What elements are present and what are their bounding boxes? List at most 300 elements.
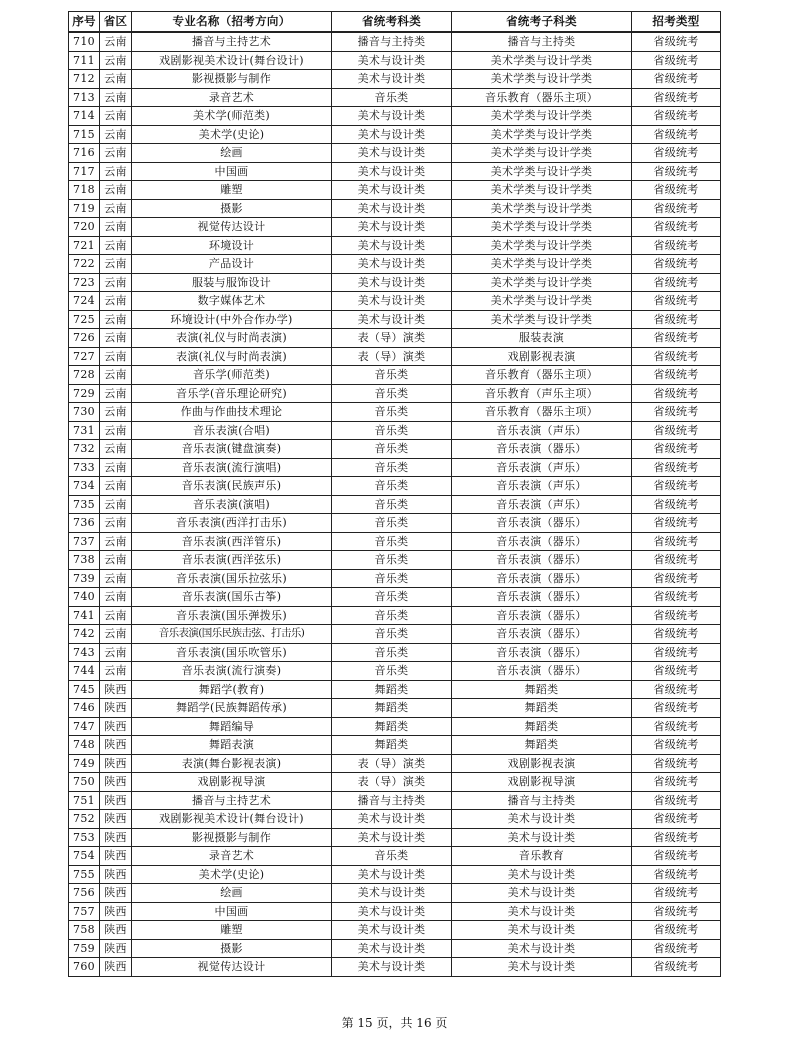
major-cell: 美术学(师范类) xyxy=(132,107,332,126)
exam-category-cell: 美术与设计类 xyxy=(332,865,452,884)
serial-cell: 744 xyxy=(69,662,100,681)
header-admission-type: 招考类型 xyxy=(632,12,721,33)
major-cell: 影视摄影与制作 xyxy=(132,70,332,89)
major-cell: 视觉传达设计 xyxy=(132,958,332,977)
table-row xyxy=(69,218,721,237)
exam-subcategory-cell: 舞蹈类 xyxy=(452,699,632,718)
exam-subcategory-cell: 戏剧影视表演 xyxy=(452,754,632,773)
admission-type-cell: 省级统考 xyxy=(632,754,721,773)
major-cell: 美术学(史论) xyxy=(132,865,332,884)
admission-type-cell: 省级统考 xyxy=(632,88,721,107)
major-cell: 音乐表演(演唱) xyxy=(132,495,332,514)
major-cell: 音乐表演(西洋弦乐) xyxy=(132,551,332,570)
major-cell: 音乐表演(西洋打击乐) xyxy=(132,514,332,533)
province-cell: 陕西 xyxy=(100,921,132,940)
admission-type-cell: 省级统考 xyxy=(632,847,721,866)
province-cell: 云南 xyxy=(100,477,132,496)
serial-cell: 732 xyxy=(69,440,100,459)
exam-subcategory-cell: 播音与主持类 xyxy=(452,791,632,810)
exam-category-cell: 美术与设计类 xyxy=(332,921,452,940)
admission-type-cell: 省级统考 xyxy=(632,865,721,884)
admission-type-cell: 省级统考 xyxy=(632,643,721,662)
serial-cell: 751 xyxy=(69,791,100,810)
table-row xyxy=(69,939,721,958)
exam-category-cell: 音乐类 xyxy=(332,421,452,440)
exam-subcategory-cell: 音乐教育（器乐主项） xyxy=(452,88,632,107)
major-cell: 舞蹈表演 xyxy=(132,736,332,755)
major-cell: 影视摄影与制作 xyxy=(132,828,332,847)
exam-subcategory-cell: 美术学类与设计学类 xyxy=(452,218,632,237)
exam-category-cell: 播音与主持类 xyxy=(332,791,452,810)
exam-category-cell: 音乐类 xyxy=(332,847,452,866)
admission-type-cell: 省级统考 xyxy=(632,921,721,940)
serial-cell: 726 xyxy=(69,329,100,348)
table-row xyxy=(69,144,721,163)
serial-cell: 745 xyxy=(69,680,100,699)
table-row xyxy=(69,495,721,514)
admission-type-cell: 省级统考 xyxy=(632,939,721,958)
table-row xyxy=(69,162,721,181)
serial-cell: 736 xyxy=(69,514,100,533)
serial-cell: 748 xyxy=(69,736,100,755)
admission-type-cell: 省级统考 xyxy=(632,477,721,496)
exam-subcategory-cell: 美术学类与设计学类 xyxy=(452,144,632,163)
admission-type-cell: 省级统考 xyxy=(632,107,721,126)
table-row xyxy=(69,958,721,977)
table-row xyxy=(69,680,721,699)
serial-cell: 739 xyxy=(69,569,100,588)
major-cell: 音乐表演(合唱) xyxy=(132,421,332,440)
exam-category-cell: 音乐类 xyxy=(332,532,452,551)
major-cell: 服装与服饰设计 xyxy=(132,273,332,292)
table-row xyxy=(69,662,721,681)
exam-subcategory-cell: 美术学类与设计学类 xyxy=(452,70,632,89)
province-cell: 云南 xyxy=(100,403,132,422)
exam-subcategory-cell: 美术学类与设计学类 xyxy=(452,107,632,126)
exam-subcategory-cell: 美术学类与设计学类 xyxy=(452,162,632,181)
serial-cell: 743 xyxy=(69,643,100,662)
province-cell: 云南 xyxy=(100,384,132,403)
province-cell: 云南 xyxy=(100,70,132,89)
table-row xyxy=(69,310,721,329)
province-cell: 云南 xyxy=(100,125,132,144)
exam-subcategory-cell: 美术与设计类 xyxy=(452,828,632,847)
exam-subcategory-cell: 美术与设计类 xyxy=(452,810,632,829)
province-cell: 云南 xyxy=(100,255,132,274)
admission-type-cell: 省级统考 xyxy=(632,125,721,144)
major-cell: 表演(舞台影视表演) xyxy=(132,754,332,773)
major-cell: 播音与主持艺术 xyxy=(132,791,332,810)
serial-cell: 740 xyxy=(69,588,100,607)
exam-category-cell: 美术与设计类 xyxy=(332,181,452,200)
admission-type-cell: 省级统考 xyxy=(632,495,721,514)
province-cell: 云南 xyxy=(100,514,132,533)
major-cell: 中国画 xyxy=(132,162,332,181)
major-cell: 音乐表演(国乐古筝) xyxy=(132,588,332,607)
admission-type-cell: 省级统考 xyxy=(632,51,721,70)
header-major: 专业名称（招考方向） xyxy=(132,12,332,33)
major-cell: 中国画 xyxy=(132,902,332,921)
province-cell: 云南 xyxy=(100,495,132,514)
major-cell: 戏剧影视美术设计(舞台设计) xyxy=(132,810,332,829)
major-cell: 录音艺术 xyxy=(132,847,332,866)
admission-type-cell: 省级统考 xyxy=(632,680,721,699)
serial-cell: 715 xyxy=(69,125,100,144)
province-cell: 云南 xyxy=(100,181,132,200)
exam-category-cell: 美术与设计类 xyxy=(332,70,452,89)
province-cell: 陕西 xyxy=(100,810,132,829)
serial-cell: 729 xyxy=(69,384,100,403)
serial-cell: 737 xyxy=(69,532,100,551)
exam-category-cell: 音乐类 xyxy=(332,495,452,514)
major-cell: 环境设计(中外合作办学) xyxy=(132,310,332,329)
admission-type-cell: 省级统考 xyxy=(632,218,721,237)
admission-type-cell: 省级统考 xyxy=(632,458,721,477)
serial-cell: 758 xyxy=(69,921,100,940)
serial-cell: 742 xyxy=(69,625,100,644)
exam-category-cell: 表（导）演类 xyxy=(332,329,452,348)
table-row xyxy=(69,606,721,625)
exam-category-cell: 表（导）演类 xyxy=(332,773,452,792)
exam-category-cell: 美术与设计类 xyxy=(332,902,452,921)
table-row xyxy=(69,810,721,829)
table-row xyxy=(69,236,721,255)
exam-subcategory-cell: 美术与设计类 xyxy=(452,921,632,940)
province-cell: 陕西 xyxy=(100,680,132,699)
table-row xyxy=(69,828,721,847)
exam-subcategory-cell: 戏剧影视表演 xyxy=(452,347,632,366)
major-cell: 绘画 xyxy=(132,144,332,163)
admission-type-cell: 省级统考 xyxy=(632,699,721,718)
exam-category-cell: 音乐类 xyxy=(332,514,452,533)
province-cell: 云南 xyxy=(100,440,132,459)
exam-category-cell: 美术与设计类 xyxy=(332,162,452,181)
table-row xyxy=(69,736,721,755)
serial-cell: 731 xyxy=(69,421,100,440)
table-row xyxy=(69,884,721,903)
province-cell: 云南 xyxy=(100,32,132,51)
serial-cell: 754 xyxy=(69,847,100,866)
exam-subcategory-cell: 音乐教育（器乐主项） xyxy=(452,366,632,385)
major-cell: 表演(礼仪与时尚表演) xyxy=(132,347,332,366)
table-row xyxy=(69,51,721,70)
province-cell: 云南 xyxy=(100,51,132,70)
admission-type-cell: 省级统考 xyxy=(632,384,721,403)
serial-cell: 725 xyxy=(69,310,100,329)
province-cell: 陕西 xyxy=(100,736,132,755)
exam-category-cell: 音乐类 xyxy=(332,366,452,385)
province-cell: 云南 xyxy=(100,569,132,588)
major-cell: 音乐表演(国乐民族击弦、打击乐) xyxy=(132,625,332,644)
exam-subcategory-cell: 美术与设计类 xyxy=(452,865,632,884)
exam-category-cell: 美术与设计类 xyxy=(332,884,452,903)
table-row xyxy=(69,292,721,311)
exam-subcategory-cell: 音乐表演（声乐） xyxy=(452,421,632,440)
province-cell: 云南 xyxy=(100,292,132,311)
serial-cell: 719 xyxy=(69,199,100,218)
table-row xyxy=(69,477,721,496)
admission-type-cell: 省级统考 xyxy=(632,625,721,644)
province-cell: 陕西 xyxy=(100,791,132,810)
admission-type-cell: 省级统考 xyxy=(632,514,721,533)
exam-category-cell: 舞蹈类 xyxy=(332,717,452,736)
table-row xyxy=(69,255,721,274)
admission-type-cell: 省级统考 xyxy=(632,70,721,89)
exam-category-cell: 美术与设计类 xyxy=(332,236,452,255)
province-cell: 云南 xyxy=(100,606,132,625)
serial-cell: 716 xyxy=(69,144,100,163)
major-cell: 表演(礼仪与时尚表演) xyxy=(132,329,332,348)
table-row xyxy=(69,773,721,792)
admission-type-cell: 省级统考 xyxy=(632,717,721,736)
exam-category-cell: 舞蹈类 xyxy=(332,699,452,718)
major-cell: 音乐表演(键盘演奏) xyxy=(132,440,332,459)
serial-cell: 738 xyxy=(69,551,100,570)
exam-category-cell: 美术与设计类 xyxy=(332,292,452,311)
province-cell: 云南 xyxy=(100,236,132,255)
serial-cell: 753 xyxy=(69,828,100,847)
province-cell: 云南 xyxy=(100,199,132,218)
table-row xyxy=(69,88,721,107)
exam-subcategory-cell: 戏剧影视导演 xyxy=(452,773,632,792)
admission-type-cell: 省级统考 xyxy=(632,736,721,755)
exam-category-cell: 美术与设计类 xyxy=(332,273,452,292)
major-cell: 音乐学(师范类) xyxy=(132,366,332,385)
admission-type-cell: 省级统考 xyxy=(632,884,721,903)
exam-subcategory-cell: 音乐表演（声乐） xyxy=(452,477,632,496)
exam-subcategory-cell: 舞蹈类 xyxy=(452,736,632,755)
admission-type-cell: 省级统考 xyxy=(632,569,721,588)
header-exam-category: 省统考科类 xyxy=(332,12,452,33)
admission-type-cell: 省级统考 xyxy=(632,440,721,459)
serial-cell: 730 xyxy=(69,403,100,422)
province-cell: 云南 xyxy=(100,662,132,681)
exam-subcategory-cell: 音乐教育（声乐主项） xyxy=(452,384,632,403)
exam-subcategory-cell: 舞蹈类 xyxy=(452,680,632,699)
table-row xyxy=(69,754,721,773)
exam-category-cell: 音乐类 xyxy=(332,384,452,403)
exam-subcategory-cell: 音乐表演（器乐） xyxy=(452,514,632,533)
exam-category-cell: 音乐类 xyxy=(332,403,452,422)
exam-category-cell: 美术与设计类 xyxy=(332,958,452,977)
province-cell: 云南 xyxy=(100,588,132,607)
exam-category-cell: 美术与设计类 xyxy=(332,218,452,237)
table-row xyxy=(69,551,721,570)
province-cell: 云南 xyxy=(100,329,132,348)
province-cell: 云南 xyxy=(100,162,132,181)
admission-type-cell: 省级统考 xyxy=(632,403,721,422)
serial-cell: 741 xyxy=(69,606,100,625)
table-row xyxy=(69,625,721,644)
exam-subcategory-cell: 音乐表演（器乐） xyxy=(452,643,632,662)
exam-category-cell: 播音与主持类 xyxy=(332,32,452,51)
table-row xyxy=(69,32,721,51)
exam-subcategory-cell: 美术与设计类 xyxy=(452,958,632,977)
table-row xyxy=(69,384,721,403)
major-cell: 音乐表演(流行演唱) xyxy=(132,458,332,477)
province-cell: 陕西 xyxy=(100,958,132,977)
exam-category-cell: 音乐类 xyxy=(332,643,452,662)
table-row xyxy=(69,921,721,940)
admission-type-cell: 省级统考 xyxy=(632,273,721,292)
province-cell: 云南 xyxy=(100,347,132,366)
exam-category-cell: 音乐类 xyxy=(332,606,452,625)
admission-type-cell: 省级统考 xyxy=(632,662,721,681)
exam-subcategory-cell: 美术与设计类 xyxy=(452,884,632,903)
admission-type-cell: 省级统考 xyxy=(632,236,721,255)
major-cell: 舞蹈编导 xyxy=(132,717,332,736)
table-row xyxy=(69,273,721,292)
province-cell: 云南 xyxy=(100,273,132,292)
serial-cell: 717 xyxy=(69,162,100,181)
serial-cell: 734 xyxy=(69,477,100,496)
serial-cell: 759 xyxy=(69,939,100,958)
exam-category-cell: 美术与设计类 xyxy=(332,810,452,829)
major-cell: 环境设计 xyxy=(132,236,332,255)
serial-cell: 752 xyxy=(69,810,100,829)
province-cell: 云南 xyxy=(100,310,132,329)
exam-subcategory-cell: 服装表演 xyxy=(452,329,632,348)
province-cell: 云南 xyxy=(100,366,132,385)
exam-subcategory-cell: 音乐表演（器乐） xyxy=(452,625,632,644)
province-cell: 陕西 xyxy=(100,717,132,736)
major-cell: 数字媒体艺术 xyxy=(132,292,332,311)
exam-category-cell: 音乐类 xyxy=(332,662,452,681)
exam-subcategory-cell: 美术学类与设计学类 xyxy=(452,125,632,144)
major-cell: 舞蹈学(民族舞蹈传承) xyxy=(132,699,332,718)
admission-type-cell: 省级统考 xyxy=(632,551,721,570)
exam-category-cell: 表（导）演类 xyxy=(332,754,452,773)
table-row xyxy=(69,847,721,866)
major-cell: 作曲与作曲技术理论 xyxy=(132,403,332,422)
admission-type-cell: 省级统考 xyxy=(632,366,721,385)
exam-category-cell: 美术与设计类 xyxy=(332,828,452,847)
admission-type-cell: 省级统考 xyxy=(632,181,721,200)
admission-type-cell: 省级统考 xyxy=(632,958,721,977)
table-row xyxy=(69,329,721,348)
exam-category-cell: 美术与设计类 xyxy=(332,125,452,144)
major-cell: 播音与主持艺术 xyxy=(132,32,332,51)
table-row xyxy=(69,514,721,533)
exam-category-cell: 音乐类 xyxy=(332,458,452,477)
exam-category-cell: 表（导）演类 xyxy=(332,347,452,366)
admission-type-cell: 省级统考 xyxy=(632,329,721,348)
province-cell: 陕西 xyxy=(100,754,132,773)
major-cell: 雕塑 xyxy=(132,181,332,200)
exam-subcategory-cell: 播音与主持类 xyxy=(452,32,632,51)
table-row xyxy=(69,532,721,551)
serial-cell: 711 xyxy=(69,51,100,70)
admission-type-cell: 省级统考 xyxy=(632,421,721,440)
header-serial: 序号 xyxy=(69,12,100,33)
table-header-row xyxy=(69,12,721,33)
exam-subcategory-cell: 音乐表演（器乐） xyxy=(452,551,632,570)
province-cell: 云南 xyxy=(100,421,132,440)
exam-subcategory-cell: 美术学类与设计学类 xyxy=(452,273,632,292)
exam-category-cell: 音乐类 xyxy=(332,551,452,570)
province-cell: 云南 xyxy=(100,551,132,570)
table-body xyxy=(69,32,721,976)
admission-type-cell: 省级统考 xyxy=(632,532,721,551)
exam-category-cell: 美术与设计类 xyxy=(332,939,452,958)
exam-subcategory-cell: 音乐教育（器乐主项） xyxy=(452,403,632,422)
major-cell: 美术学(史论) xyxy=(132,125,332,144)
exam-category-cell: 美术与设计类 xyxy=(332,199,452,218)
admission-type-cell: 省级统考 xyxy=(632,606,721,625)
page-footer: 第 15 页，共 16 页 xyxy=(341,1016,448,1030)
admission-type-cell: 省级统考 xyxy=(632,255,721,274)
table-row xyxy=(69,107,721,126)
admission-type-cell: 省级统考 xyxy=(632,773,721,792)
major-cell: 音乐表演(国乐吹管乐) xyxy=(132,643,332,662)
table-row xyxy=(69,865,721,884)
province-cell: 陕西 xyxy=(100,699,132,718)
serial-cell: 750 xyxy=(69,773,100,792)
serial-cell: 721 xyxy=(69,236,100,255)
major-cell: 视觉传达设计 xyxy=(132,218,332,237)
exam-category-cell: 音乐类 xyxy=(332,88,452,107)
exam-category-cell: 音乐类 xyxy=(332,477,452,496)
province-cell: 云南 xyxy=(100,218,132,237)
exam-category-cell: 舞蹈类 xyxy=(332,680,452,699)
table-row xyxy=(69,902,721,921)
exam-subcategory-cell: 美术学类与设计学类 xyxy=(452,310,632,329)
exam-subcategory-cell: 美术与设计类 xyxy=(452,939,632,958)
exam-subcategory-cell: 音乐教育 xyxy=(452,847,632,866)
major-cell: 音乐表演(流行演奏) xyxy=(132,662,332,681)
exam-subcategory-cell: 音乐表演（器乐） xyxy=(452,569,632,588)
serial-cell: 757 xyxy=(69,902,100,921)
table-row xyxy=(69,699,721,718)
exam-subcategory-cell: 美术学类与设计学类 xyxy=(452,255,632,274)
exam-category-cell: 音乐类 xyxy=(332,569,452,588)
admission-type-cell: 省级统考 xyxy=(632,347,721,366)
admission-type-cell: 省级统考 xyxy=(632,902,721,921)
serial-cell: 747 xyxy=(69,717,100,736)
exam-category-cell: 美术与设计类 xyxy=(332,255,452,274)
major-cell: 戏剧影视美术设计(舞台设计) xyxy=(132,51,332,70)
table-row xyxy=(69,421,721,440)
major-cell: 产品设计 xyxy=(132,255,332,274)
exam-subcategory-cell: 美术学类与设计学类 xyxy=(452,199,632,218)
table-row xyxy=(69,347,721,366)
exam-category-cell: 音乐类 xyxy=(332,588,452,607)
serial-cell: 714 xyxy=(69,107,100,126)
province-cell: 云南 xyxy=(100,144,132,163)
serial-cell: 727 xyxy=(69,347,100,366)
exam-subcategory-cell: 美术学类与设计学类 xyxy=(452,51,632,70)
admission-type-cell: 省级统考 xyxy=(632,162,721,181)
major-cell: 音乐学(音乐理论研究) xyxy=(132,384,332,403)
serial-cell: 755 xyxy=(69,865,100,884)
admission-type-cell: 省级统考 xyxy=(632,199,721,218)
serial-cell: 720 xyxy=(69,218,100,237)
table-row xyxy=(69,569,721,588)
serial-cell: 713 xyxy=(69,88,100,107)
admission-type-cell: 省级统考 xyxy=(632,310,721,329)
table-row xyxy=(69,440,721,459)
province-cell: 云南 xyxy=(100,88,132,107)
header-exam-subcategory: 省统考子科类 xyxy=(452,12,632,33)
exam-subcategory-cell: 音乐表演（器乐） xyxy=(452,588,632,607)
major-cell: 音乐表演(国乐拉弦乐) xyxy=(132,569,332,588)
serial-cell: 724 xyxy=(69,292,100,311)
province-cell: 云南 xyxy=(100,643,132,662)
admission-type-cell: 省级统考 xyxy=(632,810,721,829)
admission-type-cell: 省级统考 xyxy=(632,588,721,607)
exam-subcategory-cell: 音乐表演（声乐） xyxy=(452,495,632,514)
major-cell: 摄影 xyxy=(132,939,332,958)
